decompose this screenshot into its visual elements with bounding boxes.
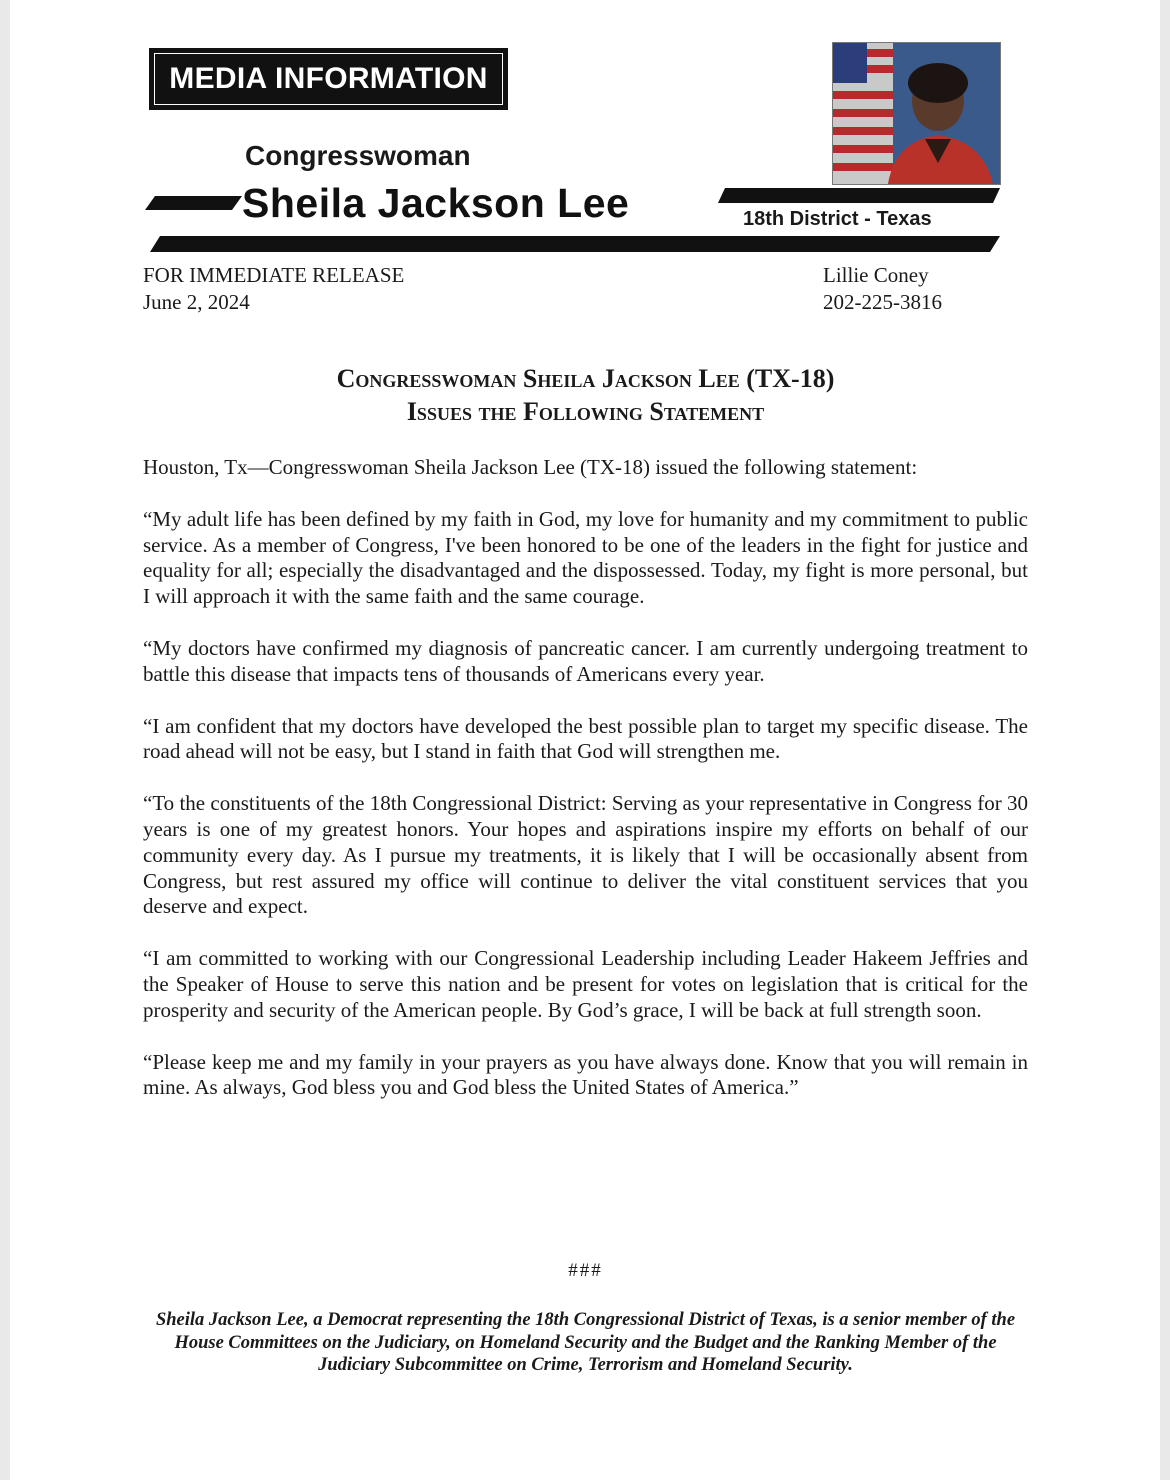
paragraph: “Please keep me and my family in your prayers as you have always done. Know that you will remain in mine. As always, God bless you and God bless the United States of America.” [143,1049,1028,1100]
statement-headline [143,362,1028,428]
paragraph: “I am committed to working with our Congressional Leadership including Leader Hakeem Jeffries and the Speaker of House to serve this nation and be present for votes on legislation that is critical for the prosperity and security of the American people. By God’s grace, I will be back at full strength soon. [143,946,1028,1022]
header-bar-right [718,188,1000,203]
press-release-page [10,0,1160,1480]
release-date: June 2, 2024 [143,290,250,314]
paragraph: “My doctors have confirmed my diagnosis of pancreatic cancer. I am currently undergoing treatment to battle this disease that impacts tens of thousands of Americans every year. [143,635,1028,686]
name-heading: Sheila Jackson Lee [242,180,630,226]
paragraph: “My adult life has been defined by my faith in God, my love for humanity and my commitment to public service. As a member of Congress, I've been honored to be one of the leaders in the fight for justice and equality for all; especially the disadvantaged and the dispossessed. Today, my fight is more personal, but I will approach it with the same faith and the same courage. [143,506,1028,609]
media-information-label: MEDIA INFORMATION [149,48,508,110]
header-bar-bottom [150,236,1000,252]
end-mark: ### [568,1260,603,1281]
paragraph: “To the constituents of the 18th Congressional District: Serving as your representative in Congress for 30 years is one of my greatest honors. Your hopes and aspirations inspire my efforts on behalf of our community every day. As I pursue my treatments, it is likely that I will be occasionally absent from Congress, but rest assured my office will continue to deliver the vital constituent services that you deserve and expect. [143,791,1028,919]
contact-name: Lillie Coney [823,263,929,287]
contact-phone: 202-225-3816 [823,290,942,314]
headline-line-2: Issues the Following Statement [406,397,765,426]
contact-info [823,262,942,316]
header-bar-left [145,196,242,210]
statement-body [143,455,1028,1127]
paragraph: Houston, Tx—Congresswoman Sheila Jackson Lee (TX-18) issued the following statement: [143,455,918,479]
paragraph: “I am confident that my doctors have developed the best possible plan to target my specific disease. The road ahead will not be easy, but I stand in faith that God will strengthen me. [143,713,1028,764]
congresswoman-heading: Congresswoman [245,140,471,171]
district-label: 18th District - Texas [743,208,932,230]
release-label: FOR IMMEDIATE RELEASE [143,263,405,287]
release-info [143,262,404,316]
bio-footer: Sheila Jackson Lee, a Democrat representing the 18th Congressional District of Texas, is a senior member of the House Committees on the Judiciary, on Homeland Security and the Budget and the Ranking Member of the Judiciary Subcommittee on Crime, Terrorism and Homeland Security. [155,1310,1016,1375]
headline-line-1: Congresswoman Sheila Jackson Lee (TX-18) [336,364,835,393]
portrait-photo [832,42,1001,185]
